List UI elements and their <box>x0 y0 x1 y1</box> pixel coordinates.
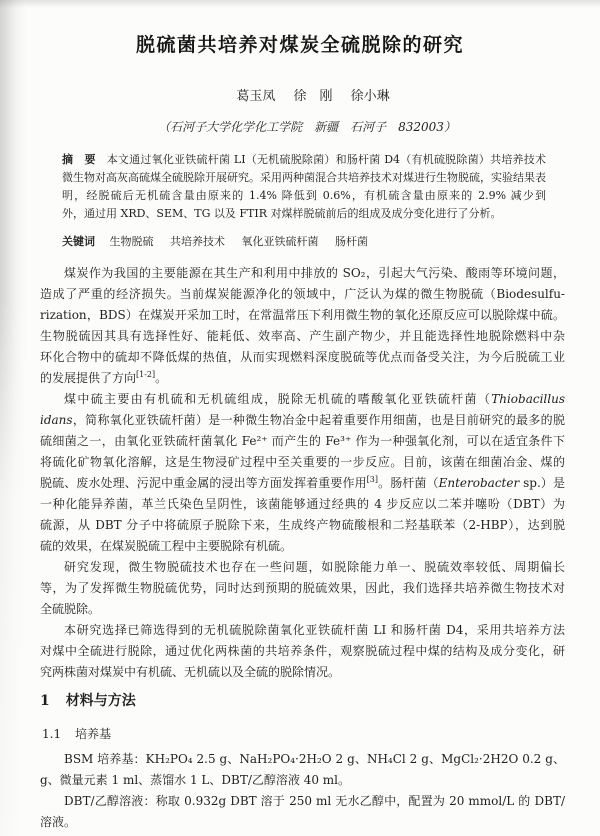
line-text: 的发展提供了方向 <box>40 371 137 385</box>
line-text: 。肠杆菌（ <box>378 476 439 490</box>
author: 徐小琳 <box>350 89 390 104</box>
line-text: ，简称氧化亚铁硫杆菌）是一种微生物冶金中起着重要作用细菌，也是目前研究的最多的脱 <box>72 413 565 427</box>
body-line: DBT/乙醇溶液：称取 0.932g DBT 溶于 250 ml 无水乙醇中，配置为 20 mmol/L 的 DBT/ <box>64 794 565 808</box>
keywords-label: 关键词 <box>62 235 95 248</box>
body-line: BSM 培养基：KH₂PO₄ 2.5 g、NaH₂PO₄·2H₂O 2 g、NH₄Cl 2 g、MgCl₂·2H2O 0.2 g、 <box>64 752 565 766</box>
body-line: 对煤中全硫进行脱除，通过优化两株菌的共培养条件，观察脱硫过程中煤的结构及成分变化，研 <box>40 644 565 658</box>
paper-body <box>40 263 565 833</box>
body-line: 等，为了发挥微生物脱硫优势，同时达到预期的脱硫效果，因此，我们选择共培养微生物技术对 <box>40 581 565 595</box>
body-line: 本研究选择已筛选得到的无机硫脱除菌氧化亚铁硫杆菌 LI 和肠杆菌 D4，采用共培养方法 <box>64 623 565 637</box>
body-line: 生物脱硫因其具有选择性好、能耗低、效率高、产生副产物少，并且能选择性地脱除燃料中杂 <box>40 329 565 343</box>
subsection-title: 培养基 <box>75 727 112 741</box>
affiliation: （石河子大学化学化工学院 新疆 石河子 832003） <box>158 120 456 134</box>
body-line <box>40 389 565 410</box>
line-text: 脱硫、废水处理、污泥中重金属的浸出等方面发挥着重要作用 <box>40 476 367 490</box>
author: 徐 刚 <box>293 89 333 104</box>
abstract-line: 微生物对高灰高硫煤全硫脱除开展研究。采用两种菌混合共培养技术对煤进行生物脱硫，实验结果表 <box>62 171 546 184</box>
abstract-line <box>62 151 546 169</box>
species-name: Enterobacter <box>438 476 520 490</box>
author: 葛玉凤 <box>236 89 276 104</box>
body-line: 将硫化矿物氧化溶解，这是生物浸矿过程中至关重要的一步反应。目前，该菌在细菌冶金、煤的 <box>40 455 565 469</box>
keywords <box>62 233 546 251</box>
keyword: 氧化亚铁硫杆菌 <box>241 235 319 248</box>
body-line: 煤炭作为我国的主要能源在其生产和利用中排放的 SO₂，引起大气污染、酸雨等环境问题， <box>64 266 565 280</box>
body-line: g、微量元素 1 ml、蒸馏水 1 L、DBT/乙醇溶液 40 ml。 <box>40 773 350 787</box>
paragraph <box>40 749 565 791</box>
body-line <box>40 368 565 389</box>
line-text: sp.）是 <box>519 476 565 490</box>
species-name: idans <box>40 413 73 427</box>
section-number: 1 <box>40 693 50 709</box>
body-line: 硫的效果，在煤炭脱硫工程中主要脱除有机硫。 <box>40 539 293 553</box>
paragraph <box>40 620 565 683</box>
body-line <box>40 473 565 494</box>
abstract-label: 摘 要 <box>62 153 96 166</box>
subsection-heading <box>40 719 565 749</box>
keyword: 生物脱硫 <box>109 235 154 248</box>
body-line: 环化合物中的硫却不降低煤的热值，从而实现燃料深度脱硫等优点而备受关注，为今后脱硫工业 <box>40 350 565 364</box>
body-line: 硫细菌之一，由氧化亚铁硫杆菌氧化 Fe²⁺ 而产生的 Fe³⁺ 作为一种强氧化剂，可以在适宜条件下 <box>40 434 565 448</box>
abstract-text: 本文通过氧化亚铁硫杆菌 LI（无机硫脱除菌）和肠杆菌 D4（有机硫脱除菌）共培养技术 <box>106 153 546 166</box>
paper-title: 脱硫菌共培养对煤炭全硫脱除的研究 <box>135 34 464 56</box>
body-line <box>40 410 565 431</box>
paragraph <box>40 557 565 620</box>
body-line: 全硫脱除。 <box>40 602 101 616</box>
author-list <box>26 88 600 106</box>
paragraph <box>40 791 565 833</box>
abstract-line: 外，通过用 XRD、SEM、TG 以及 FTIR 对煤样脱硫前后的组成及成分变化进行了分析。 <box>62 207 502 220</box>
abstract-line: 明，经脱硫后无机硫含量由原来的 1.4% 降低到 0.6%，有机硫含量由原来的 2.9% 减少到 <box>62 189 546 202</box>
body-line: rization，BDS）在煤炭开采加工时，在常温常压下利用微生物的氧化还原反应可以脱除煤中硫。 <box>40 308 565 322</box>
body-line: 一种化能异养菌，革兰氏染色呈阴性，该菌能够通过经典的 4 步反应以二苯并噻吩（DBT）为 <box>40 497 565 511</box>
paragraph <box>40 263 565 389</box>
keyword: 肠杆菌 <box>335 235 368 248</box>
line-text: 煤中硫主要由有机硫和无机硫组成，脱除无机硫的嗜酸氧化亚铁硫杆菌（ <box>64 392 492 406</box>
abstract <box>62 151 546 223</box>
body-line: 造成了严重的经济损失。当前煤炭能源净化的领域中，广泛认为煤的微生物脱硫（Biodesulfu- <box>40 287 565 301</box>
citation: [1-2] <box>136 370 156 379</box>
subsection-number: 1.1 <box>42 727 62 741</box>
body-line: 溶液。 <box>40 815 77 829</box>
scan-shadow-top <box>0 0 600 8</box>
section-title: 材料与方法 <box>65 693 136 709</box>
species-name: Thiobacillus <box>491 392 565 406</box>
citation: [3] <box>366 475 379 484</box>
keyword: 共培养技术 <box>170 235 225 248</box>
body-line: 研究发现，微生物脱硫技术也存在一些问题，如脱除能力单一、脱硫效率较低、周期偏长 <box>64 560 565 574</box>
section-heading <box>40 683 565 719</box>
body-line: 硫源，从 DBT 分子中将硫原子脱除下来，生成终产物硫酸根和二羟基联苯（2-HBP），达到脱 <box>40 518 565 532</box>
line-text: 。 <box>155 371 168 385</box>
body-line: 究两株菌对煤炭中有机硫、无机硫以及全硫的脱除情况。 <box>40 665 341 679</box>
paragraph <box>40 389 565 557</box>
